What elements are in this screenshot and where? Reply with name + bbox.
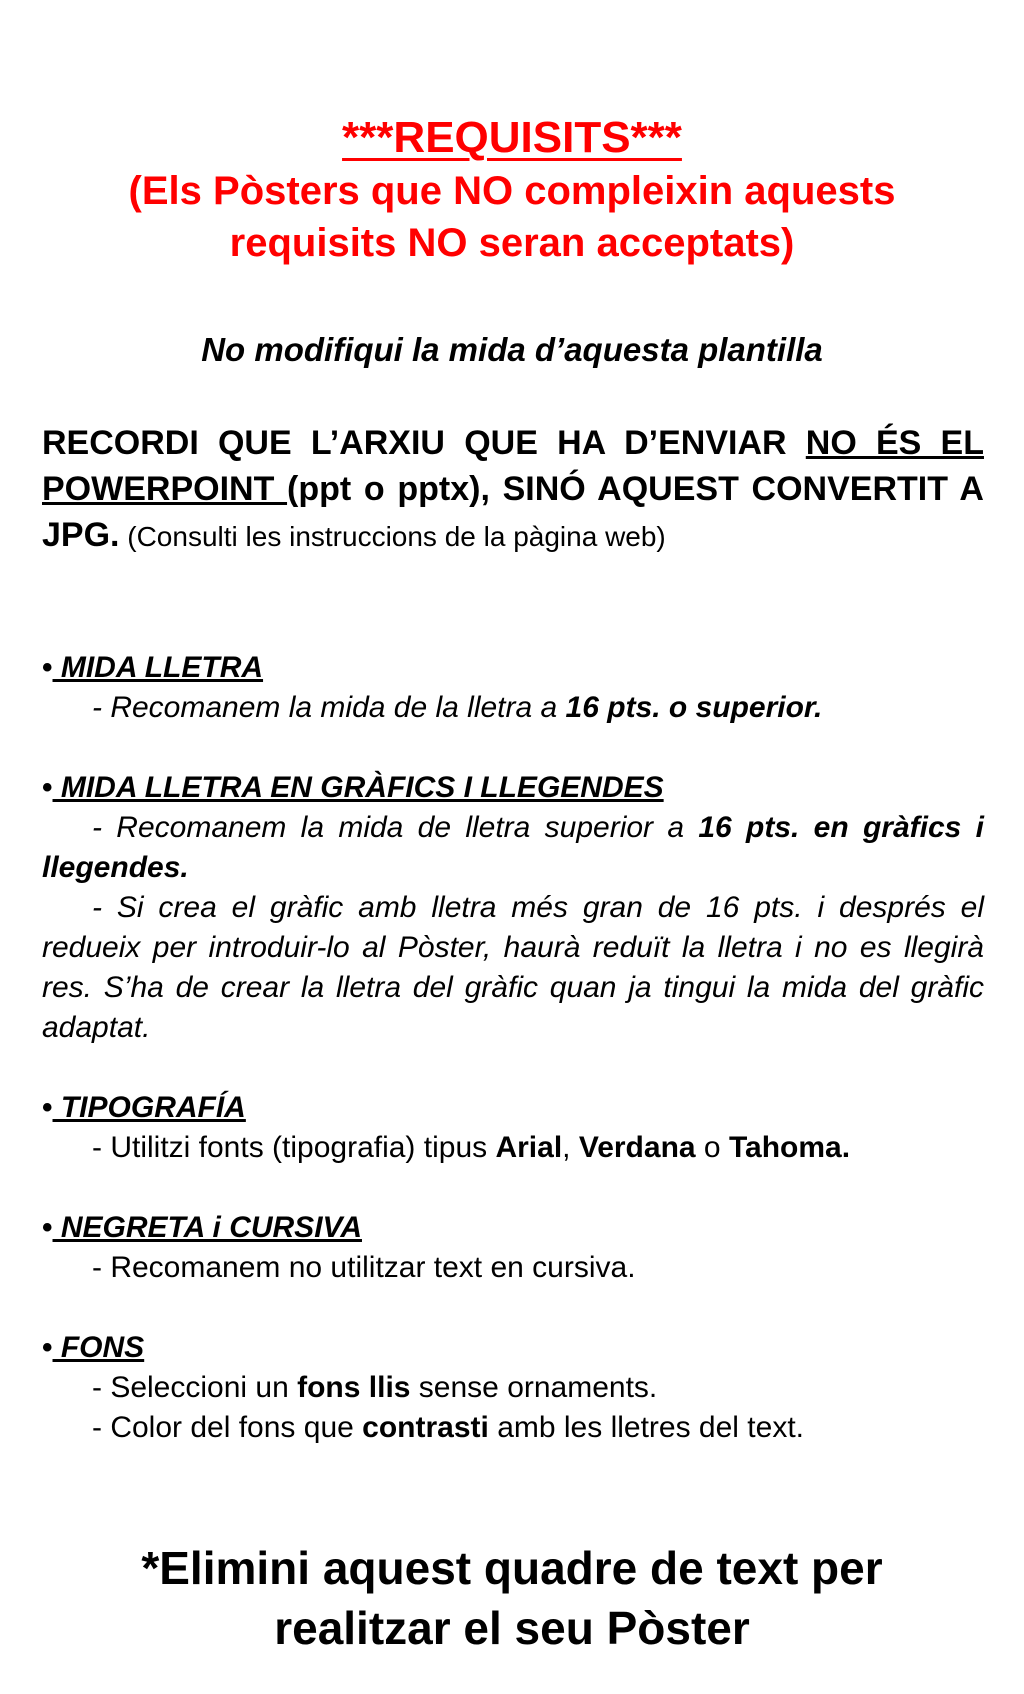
requirements-subtitle	[0, 164, 1024, 270]
footer-line-2: realitzar el seu Pòster	[274, 1602, 750, 1654]
font-tahoma: Tahoma.	[728, 1131, 851, 1164]
section-title-text: NEGRETA i CURSIVA	[52, 1211, 362, 1244]
requirements-title: ***REQUISITS***	[342, 113, 682, 162]
font-arial: Arial	[495, 1131, 563, 1164]
section-line	[42, 1368, 1002, 1408]
subtitle-line-2: requisits NO seran acceptats)	[229, 221, 795, 265]
line-bold-text: 16 pts. en gràfics i llegendes.	[42, 811, 984, 884]
section-title-text: FONS	[52, 1331, 145, 1364]
section-line	[42, 688, 1002, 728]
font-verdana: Verdana	[578, 1131, 696, 1164]
section-line	[42, 1408, 1002, 1448]
bullet: •	[42, 771, 53, 804]
bullet: •	[42, 1211, 53, 1244]
section-title	[42, 1088, 1002, 1128]
section-title-text: TIPOGRAFÍA	[52, 1091, 246, 1124]
section-title	[42, 768, 1002, 808]
delete-textbox-instruction	[0, 1538, 1024, 1658]
separator: ,	[562, 1131, 579, 1164]
bullet: •	[42, 1091, 53, 1124]
section-title-text: MIDA LLETRA	[52, 651, 264, 684]
line-text: - Recomanem la mida de lletra superior a	[92, 811, 699, 844]
line-text: amb les lletres del text.	[488, 1411, 804, 1444]
section-tipografia	[42, 1088, 1002, 1168]
subtitle-line-1: (Els Pòsters que NO compleixin aquests	[128, 169, 896, 213]
section-title	[42, 1208, 1002, 1248]
reminder-text-1: RECORDI QUE L’ARXIU QUE HA D’ENVIAR	[42, 424, 806, 462]
line-text: sense ornaments.	[410, 1371, 658, 1404]
requirements-header	[0, 112, 1024, 270]
section-negreta-cursiva	[42, 1208, 1002, 1288]
line-text: - Utilitzi fonts (tipografia) tipus	[92, 1131, 496, 1164]
line-bold-text: contrasti	[362, 1411, 489, 1444]
section-line: - Recomanem no utilitzar text en cursiva.	[92, 1251, 636, 1284]
section-paragraph-2: - Si crea el gràfic amb lletra més gran de 16 pts. i després el redueix per introduir-lo al Pòster, haurà reduït la lletra i no es llegirà res. S’ha de crear la lletra del gràfic quan ja tingui la mida del gràfic adaptat.	[42, 891, 984, 1044]
section-title	[42, 1328, 1002, 1368]
section-mida-lletra	[42, 648, 1002, 728]
section-fons	[42, 1328, 1002, 1448]
separator: o	[695, 1131, 729, 1164]
bullet: •	[42, 651, 53, 684]
reminder-underlined: NO ÉS EL POWERPOINT	[42, 424, 984, 508]
section-grafics-llegendes	[42, 768, 1002, 1048]
line-text: - Seleccioni un	[92, 1371, 298, 1404]
line-text: - Recomanem la mida de la lletra a	[92, 691, 566, 724]
line-bold-text: 16 pts. o superior.	[565, 691, 823, 724]
line-bold-text: fons llis	[297, 1371, 411, 1404]
file-format-reminder	[42, 420, 984, 560]
bullet: •	[42, 1331, 53, 1364]
template-size-notice: No modifiqui la mida d’aquesta plantilla	[201, 331, 823, 368]
footer-line-1: *Elimini aquest quadre de text per	[141, 1542, 883, 1594]
line-text: - Color del fons que	[92, 1411, 363, 1444]
section-title-text: MIDA LLETRA EN GRÀFICS I LLEGENDES	[52, 771, 664, 804]
reminder-text-2: (ppt o pptx), SINÓ AQUEST CONVERTIT A JPG.	[42, 470, 984, 554]
section-title	[42, 648, 1002, 688]
section-line	[42, 1128, 1002, 1168]
section-paragraph-1	[42, 808, 984, 888]
reminder-note: (Consulti les instruccions de la pàgina web)	[119, 521, 666, 552]
